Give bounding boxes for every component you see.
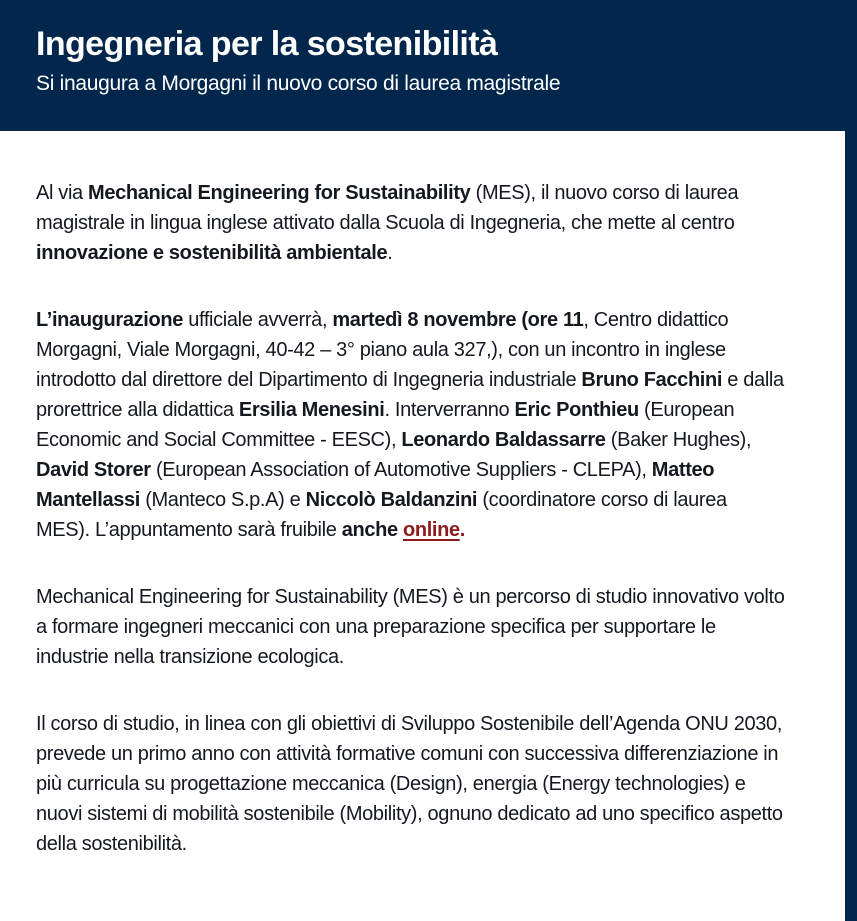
page-right-edge-bar (845, 0, 857, 921)
paragraph-curricula (36, 709, 785, 859)
text-run: (MES), il nuovo corso di laurea magistrale in lingua inglese attivato dalla Scuola di Ingegneria, che mette al centro (36, 182, 739, 234)
text-run: ufficiale avverrà, (183, 309, 333, 331)
bold-text-run: L’inaugurazione (36, 309, 183, 331)
paragraph-mes-description (36, 582, 785, 672)
bold-text-run: Bruno Facchini (581, 369, 723, 391)
text-run: e dalla prorettrice alla didattica (36, 369, 784, 421)
text-run: (Baker Hughes), (605, 429, 752, 451)
bold-text-run: anche (341, 519, 403, 541)
text-run: (Manteco S.p.A) e (139, 489, 306, 511)
bold-text-run: martedì 8 novembre (ore 11 (332, 309, 584, 331)
page-title: Ingegneria per la sostenibilità (36, 25, 498, 63)
bold-text-run: Leonardo Baldassarre (401, 429, 606, 451)
bold-text-run: . (459, 519, 465, 541)
paragraph-inauguration (36, 305, 785, 545)
text-run: (European Association of Automotive Suppliers - CLEPA), (150, 459, 652, 481)
text-run: Mechanical Engineering for Sustainability (MES) è un percorso di studio innovativo volto a formare ingegneri meccanici con una preparazione specifica per supportare le industrie nella transizione ecologica. (36, 586, 785, 668)
bold-text-run: Niccolò Baldanzini (305, 489, 478, 511)
text-run: (European Economic and Social Committee - EESC), (36, 399, 735, 451)
bold-text-run: Matteo Mantellassi (36, 459, 715, 511)
text-run: (coordinatore corso di laurea MES). L’appuntamento sarà fruibile (36, 489, 727, 541)
page-subtitle: Si inaugura a Morgagni il nuovo corso di laurea magistrale (36, 71, 561, 95)
article-header (0, 0, 857, 131)
online-link[interactable]: online (402, 519, 460, 541)
text-run: . Interverranno (384, 399, 515, 421)
bold-text-run: Ersilia Menesini (238, 399, 385, 421)
paragraph-intro (36, 178, 785, 268)
text-run: Il corso di studio, in linea con gli obiettivi di Sviluppo Sostenibile dell’Agenda ONU 2030, prevede un primo anno con attività formative comuni con successiva differenziazione in più curricula su progettazione meccanica (Design), energia (Energy technologies) e nuovi sistemi di mobilità sostenibile (Mobility), ognuno dedicato ad uno specifico aspetto della sostenibilità. (36, 713, 783, 855)
bold-text-run: Mechanical Engineering for Sustainability (88, 182, 471, 204)
article-body (0, 131, 845, 859)
bold-text-run: Eric Ponthieu (514, 399, 639, 421)
text-run: Al via (36, 182, 89, 204)
text-run: . (387, 242, 393, 264)
text-run: , Centro didattico Morgagni, Viale Morgagni, 40-42 – 3° piano aula 327,), con un incontro in inglese introdotto dal direttore del Dipartimento di Ingegneria industriale (36, 309, 729, 391)
bold-text-run: innovazione e sostenibilità ambientale (36, 242, 388, 264)
bold-text-run: David Storer (36, 459, 151, 481)
